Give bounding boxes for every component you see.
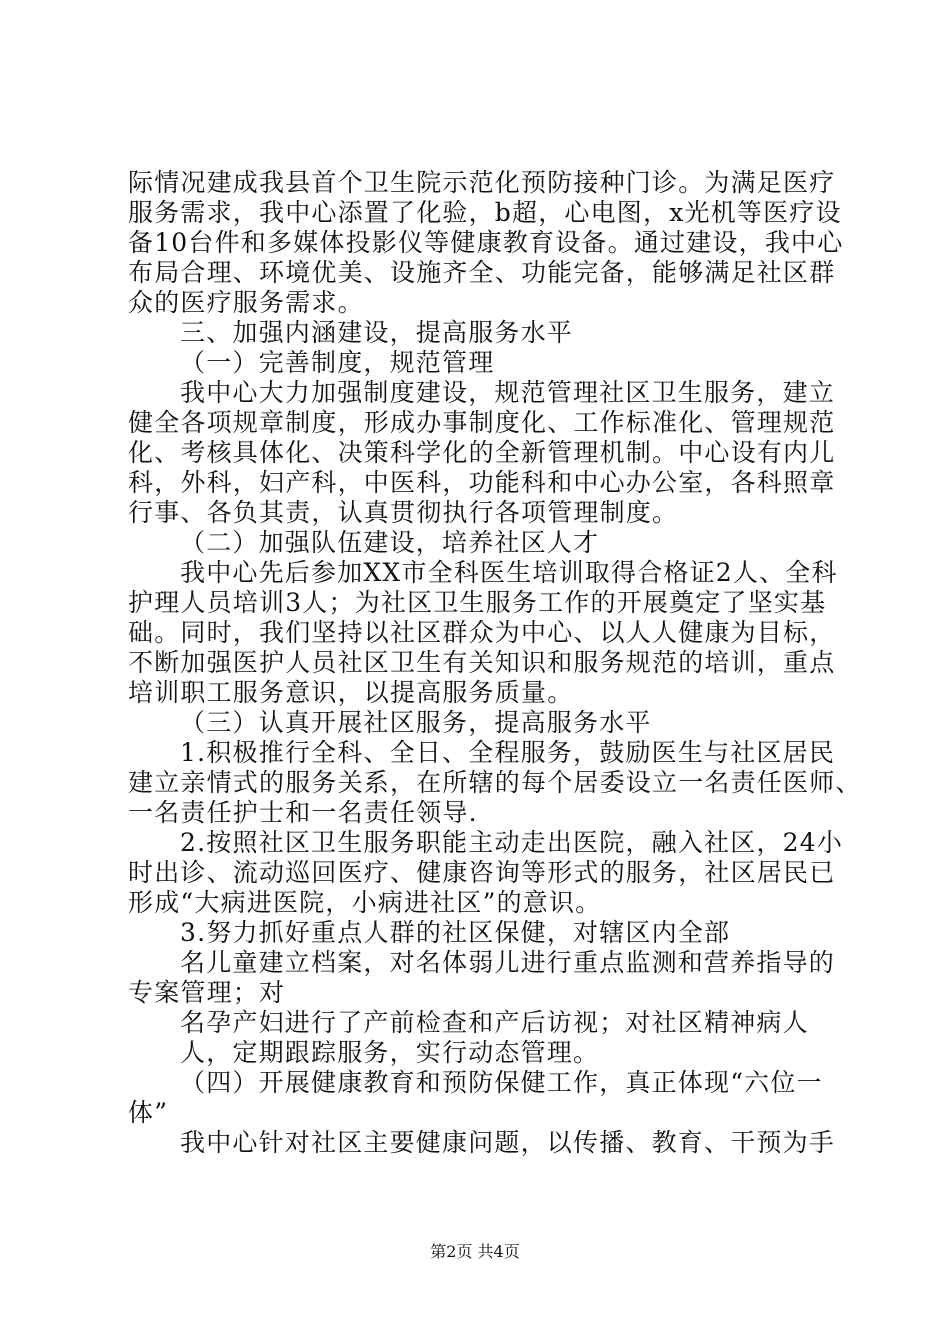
subsection-heading: （三）认真开展社区服务，提高服务水平: [180, 708, 652, 737]
text-line: 服务需求，我中心添置了化验，b超，心电图，x光机等医疗设: [128, 198, 842, 227]
text-line: 科，外科，妇产科，中医科，功能科和中心办公室，各科照章: [128, 468, 836, 497]
text-line: 础。同时，我们坚持以社区群众为中心、以人人健康为目标，: [128, 618, 836, 647]
text-line: 体”: [128, 1098, 169, 1127]
text-line: 我中心针对社区主要健康问题，以传播、教育、干预为手: [180, 1128, 836, 1157]
text-line: 一名责任护士和一名责任领导.: [128, 798, 478, 827]
text-line: 3.努力抓好重点人群的社区保健，对辖区内全部: [180, 918, 731, 947]
text-line: 护理人员培训3人；为社区卫生服务工作的开展奠定了坚实基: [128, 588, 827, 617]
text-line: 人，定期跟踪服务，实行动态管理。: [180, 1038, 600, 1067]
section-heading: 三、加强内涵建设，提高服务水平: [180, 318, 574, 347]
text-line: 专案管理；对: [128, 978, 286, 1007]
text-line: 众的医疗服务需求。: [128, 288, 364, 317]
text-line: 1.积极推行全科、全日、全程服务，鼓励医生与社区居民: [180, 738, 836, 767]
subsection-heading: （一）完善制度，规范管理: [180, 348, 495, 377]
text-line: 形成“大病进医院，小病进社区”的意识。: [128, 888, 602, 917]
text-line: 时出诊、流动巡回医疗、健康咨询等形式的服务，社区居民已: [128, 858, 836, 887]
text-line: 布局合理、环境优美、设施齐全、功能完备，能够满足社区群: [128, 258, 836, 287]
text-line: 健全各项规章制度，形成办事制度化、工作标准化、管理规范: [128, 408, 836, 437]
text-line: 不断加强医护人员社区卫生有关知识和服务规范的培训，重点: [128, 648, 836, 677]
text-line: 建立亲情式的服务关系，在所辖的每个居委设立一名责任医师、: [128, 768, 862, 797]
text-line: 我中心大力加强制度建设，规范管理社区卫生服务，建立: [180, 378, 836, 407]
text-line: 2.按照社区卫生服务职能主动走出医院，融入社区，24小: [180, 828, 844, 857]
text-line: 我中心先后参加XX市全科医生培训取得合格证2人、全科: [180, 558, 838, 587]
text-line: 备10台件和多媒体投影仪等健康教育设备。通过建设，我中心: [128, 228, 844, 257]
text-line: 化、考核具体化、决策科学化的全新管理机制。中心设有内儿: [128, 438, 836, 467]
text-line: 行事、各负其责，认真贯彻执行各项管理制度。: [128, 498, 679, 527]
page-footer: 第2页 共4页: [430, 1242, 520, 1261]
text-line: 名儿童建立档案，对名体弱儿进行重点监测和营养指导的: [180, 948, 836, 977]
text-line: 培训职工服务意识，以提高服务质量。: [128, 678, 574, 707]
text-line: 际情况建成我县首个卫生院示范化预防接种门诊。为满足医疗: [128, 168, 836, 197]
subsection-heading: （四）开展健康教育和预防保健工作，真正体现“六位一: [180, 1068, 823, 1097]
text-line: 名孕产妇进行了产前检查和产后访视；对社区精神病人: [180, 1008, 809, 1037]
subsection-heading: （二）加强队伍建设，培养社区人才: [180, 528, 600, 557]
document-body: [128, 168, 862, 1158]
